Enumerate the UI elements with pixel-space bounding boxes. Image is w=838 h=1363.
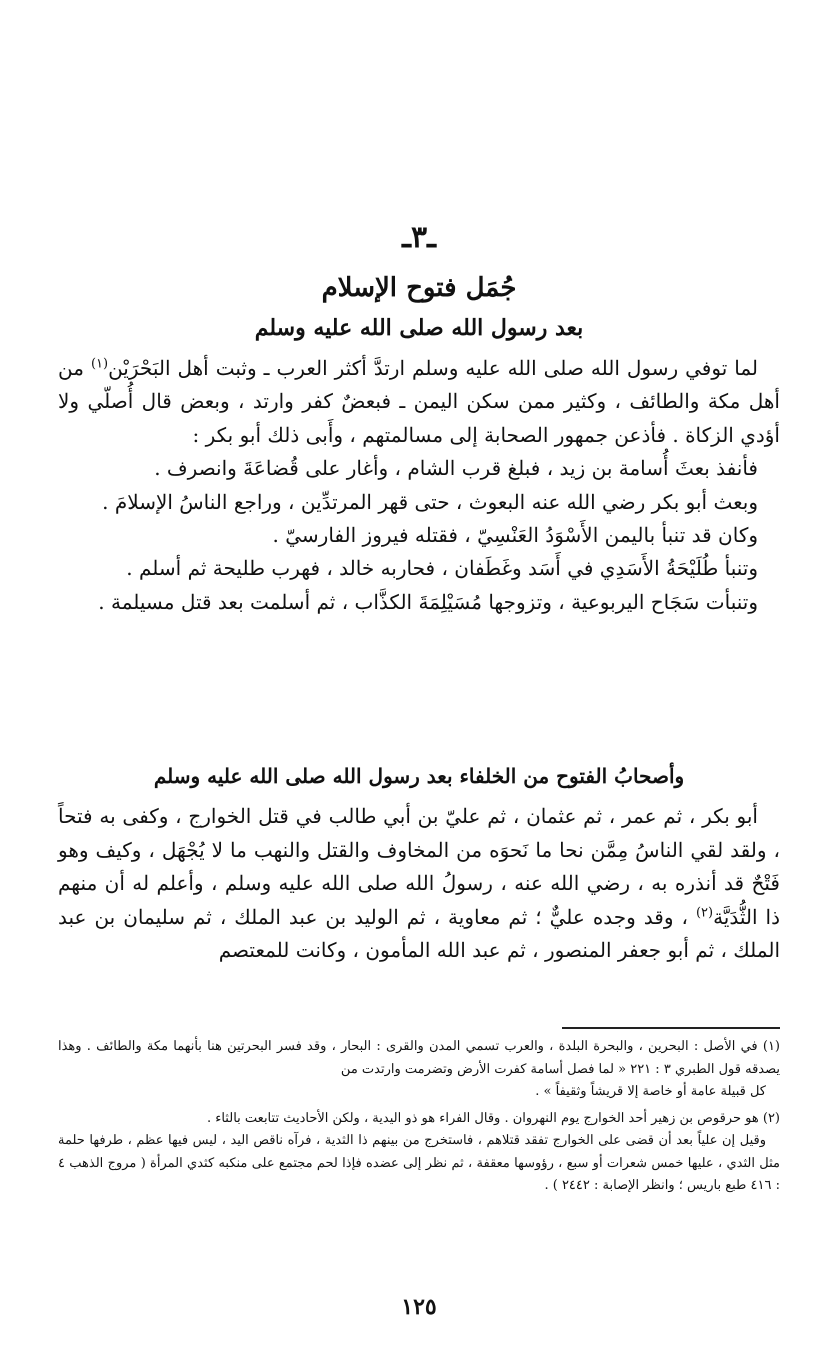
footnote-marker-2[interactable]: (٢) bbox=[695, 905, 714, 921]
paragraph: وتنبأ طُلَيْحَةُ الأَسَدِي في أَسَد وغَطَفان ، فحاربه خالد ، فهرب طليحة ثم أسلم . bbox=[126, 556, 758, 581]
page-number: ١٢٥ bbox=[401, 1294, 437, 1320]
section-heading: وأصحابُ الفتوح من الخلفاء بعد رسول الله صلى الله عليه وسلم bbox=[153, 764, 685, 788]
footnote-marker-1[interactable]: (١) bbox=[90, 356, 109, 372]
paragraph-text: لما توفي رسول الله صلى الله عليه وسلم ارتدَّ أكثر العرب ـ وثبت أهل البَحْرَيْن bbox=[108, 356, 759, 380]
footnote-text: كل قبيلة عامة أو خاصة إلا قريشاً وثقيفاً » . bbox=[535, 1084, 766, 1099]
paragraph: فأنفذ بعثَ أُسامة بن زيد ، فبلغ قرب الشام ، وأغار على قُضاعَةَ وانصرف . bbox=[154, 456, 758, 481]
paragraph: وتنبأت سَجَاح اليربوعية ، وتزوجها مُسَيْلِمَةَ الكذَّاب ، ثم أسلمت بعد قتل مسيلمة . bbox=[98, 589, 758, 614]
chapter-subtitle: بعد رسول الله صلى الله عليه وسلم bbox=[254, 315, 584, 341]
section-apostasy-text bbox=[58, 352, 780, 619]
paragraph bbox=[58, 800, 780, 968]
section-caliphs-text bbox=[58, 800, 780, 968]
footnote-text: وقيل إن علياً بعد أن قضى على الخوارج تفقد قتلاهم ، فاستخرج من بينهم ذا الثدية ، فرآه ناقص اليد ، ليس فيها عظم ، طرفها حلمة مثل الثدي ، عليها خمس شعرات أو سبع ، رؤوسها معقفة ، ثم نظر إلى عضده فإذا لحم مجتمع على منكبه كثدي المرأة ( مروج الذهب ٤ : ٤١٦ طبع باريس ؛ وانظر الإصابة : ٢٤٤٢ ) . bbox=[58, 1133, 780, 1193]
footnote-1 bbox=[58, 1036, 780, 1104]
footnote-divider bbox=[562, 1027, 780, 1029]
paragraph-text: من أهل مكة والطائف ، وكثير ممن سكن اليمن ـ فبعضٌ كفر وارتد ، وبعض قال أُصلّي ولا أؤدي الزكاة . فأذعن جمهور الصحابة إلى مسالمتهم ، وأَبى ذلك أبو بكر : bbox=[58, 356, 780, 447]
footnote-text: (٢) هو حرقوص بن زهير أحد الخوارج يوم النهروان . وقال الفراء هو ذو اليدية ، ولكن الأحاديث تتابعت بالثاء . bbox=[206, 1110, 780, 1126]
footnote-2 bbox=[58, 1108, 780, 1198]
paragraph-text: أبو بكر ، ثم عمر ، ثم عثمان ، ثم عليّ بن أبي طالب في قتل الخوارج ، وكفى به فتحاً ، ولقد لقي الناسُ مِمَّن نحا ما نَحوَه من المخاوف والقتل والنهب ما لا يُجْهَل ، وكيف وهو فَتْحٌ قد أنذره به ، رضي الله عنه ، رسولُ الله صلى الله عليه وسلم ، وأعلم له أن منهم ذا الثُّدَيَّة bbox=[58, 804, 780, 929]
chapter-title: جُمَل فتوح الإسلام bbox=[321, 273, 517, 303]
paragraph-text: ، وقد وجده عليٌّ ؛ ثم معاوية ، ثم الوليد بن عبد الملك ، ثم سليمان بن عبد الملك ، ثم أبو جعفر المنصور ، ثم عبد الله المأمون ، وكانت للمعتصم bbox=[58, 904, 780, 963]
chapter-number: ـ٣ـ bbox=[402, 220, 436, 255]
footnotes bbox=[58, 1036, 780, 1202]
paragraph: وبعث أبو بكر رضي الله عنه البعوث ، حتى قهر المرتدِّين ، وراجع الناسُ الإسلامَ . bbox=[102, 489, 758, 514]
paragraph bbox=[58, 352, 780, 452]
footnote-text: (١) في الأصل : البحرين ، والبحرة البلدة ، والعرب تسمي المدن والقرى : البحار ، وقد فسر البحرتين هنا بأنهما مكة والطائف . وهذا يصدقه قول الطبري ٣ : ٢٢١ « لما فصل أسامة كفرت الأرض وتضرمت وارتدت من bbox=[58, 1039, 780, 1077]
paragraph: وكان قد تنبأ باليمن الأَسْوَدُ العَنْسِيّ ، فقتله فيروز الفارسيّ . bbox=[272, 523, 758, 548]
